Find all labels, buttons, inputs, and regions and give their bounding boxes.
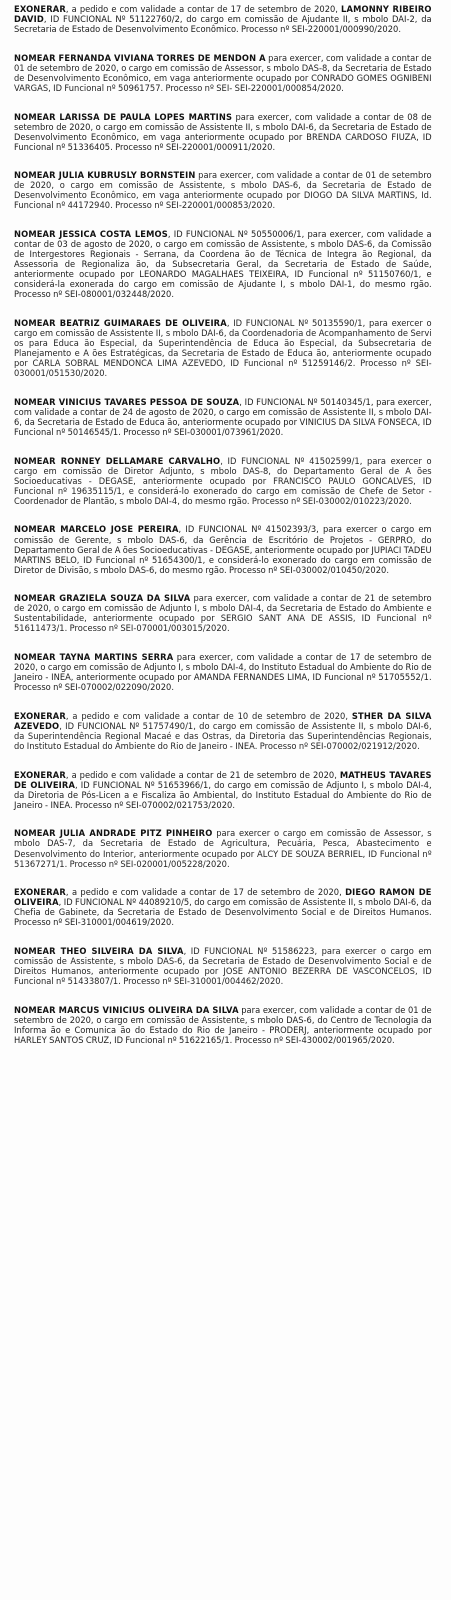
person-name: DIEGO RAMON DE OLIVEIRA — [14, 887, 432, 908]
act-lead: NOMEAR GRAZIELA SOUZA DA SILVA — [14, 593, 191, 604]
act-text: para exercer, com validade a contar de 01 de setembro de 2020, o cargo em comissão de Assistente, s mbolo DAS-6, da Secretaria de Estado de Desenvolvimento Econômico, em vaga anteriormente ocupado por DIOGO DA SILVA MARTINS, Id. Funcional nº 44172940. Processo nº SEI-220001/000853/2020. — [14, 170, 432, 211]
act-entry — [14, 946, 432, 986]
act-text: , ID FUNCIONAL Nº 51586223, para exercer o cargo em comissão de Assistente, s mbolo DAS-6, da Secretaria de Estado de Desenvolvimento Social e de Direitos Humanos, anteriormente ocupado por JOSE ANTONIO BEZERRA DE VASCONCELOS, ID Funcional nº 51433807/1. Processo nº SEI-310001/004462/2020. — [14, 946, 432, 987]
act-text: , a pedido e com validade a contar de 21 de setembro de 2020, — [65, 769, 340, 780]
act-text-continued: , ID FUNCIONAL Nº 51122760/2, do cargo em comissão de Ajudante II, s mbolo DAI-2, da Secretaria de Estado de Desenvolvimento Econômico. Processo nº SEI-220001/000990/2020. — [14, 14, 432, 35]
act-entry — [14, 456, 432, 506]
act-lead: NOMEAR JESSICA COSTA LEMOS — [14, 229, 168, 240]
act-entry — [14, 711, 432, 751]
person-name: MATHEUS TAVARES DE OLIVEIRA — [14, 769, 432, 790]
act-lead: NOMEAR THEO SILVEIRA DA SILVA — [14, 946, 184, 956]
act-text: para exercer o cargo em comissão de Assessor, s mbolo DAS-7, da Secretaria de Estado de Agricultura, Pecuária, Pesca, Abastecimento e Desenvolvimento do Interior, anteriormente ocupado por ALCY DE SOUZA BERRIEL, ID Funcional nº 51367271/1. Processo nº SEI-020001/005228/2020. — [14, 828, 432, 869]
act-entry — [14, 1005, 432, 1045]
act-entry — [14, 828, 432, 868]
act-text: para exercer, com validade a contar de 01 de setembro de 2020, o cargo em comissão de Assessor, s mbolo DAS-8, da Secretaria de Estado de Desenvolvimento Econômico, em vaga anteriormente ocupado por CONRADO GOMES OGNIBENI VARGAS, ID Funcional nº 50961757. Processo nº SEI- SEI-220001/000854/2020. — [14, 52, 432, 93]
act-lead: NOMEAR JULIA KUBRUSLY BORNSTEIN — [14, 170, 196, 181]
act-lead: EXONERAR — [14, 887, 66, 898]
act-text-continued: , ID FUNCIONAL Nº 44089210/5, do cargo em comissão de Assistente II, s mbolo DAI-6, da Chefia de Gabinete, da Secretaria de Estado de Desenvolvimento Social e de Direitos Humanos. Processo nº SEI-310001/004619/2020. — [14, 897, 432, 928]
act-entry — [14, 397, 432, 437]
act-text: para exercer, com validade a contar de 01 de setembro de 2020, o cargo em comissão de Assistente, s mbolo DAS-6, do Centro de Tecnologia da Informa ão e Comunica ão do Estado do Rio de Janeiro - PRODERJ, anteriormente ocupado por HARLEY SANTOS CRUZ, ID Funcional nº 51622165/1. Processo nº SEI-430002/001965/2020. — [14, 1004, 432, 1045]
act-entry — [14, 318, 432, 378]
act-entry — [14, 524, 432, 574]
act-lead: NOMEAR LARISSA DE PAULA LOPES MARTINS — [14, 111, 233, 122]
act-lead: NOMEAR BEATRIZ GUIMARAES DE OLIVEIRA — [14, 318, 227, 328]
act-text: , a pedido e com validade a contar de 17 de setembro de 2020, — [65, 4, 342, 14]
act-lead: NOMEAR RONNEY DELLAMARE CARVALHO — [14, 455, 221, 466]
act-lead: EXONERAR — [14, 4, 66, 14]
act-text: , ID FUNCIONAL Nº 50135590/1, para exercer o cargo em comissão de Assistente II, s mbolo DAI-6, da Coordenadoria de Acompanhamento de Servi os para Educa ão Especial, da Superintendência de Educa ão Especial, da Subsecretaria de Planejamento e A ões Estratégicas, da Secretaria de Estado de Educa ão, anteriormente ocupado por CARLA SOBRAL MENDONCA LIMA AZEVEDO, ID Funcional nº 51259146/2. Processo nº SEI-030001/051530/2020. — [14, 318, 432, 379]
act-text: , a pedido e com validade a contar de 17 de setembro de 2020, — [65, 887, 346, 898]
act-entry — [14, 170, 432, 210]
act-text-continued: , ID FUNCIONAL Nº 51757490/1, do cargo em comissão de Assistente II, s mbolo DAI-6, da Superintendência Regional Macaé e das Ostras, da Diretoria das Superintendências Regionais, do Instituto Estadual do Ambiente do Rio de Janeiro - INEA. Processo nº SEI-070002/021912/2020. — [14, 720, 432, 752]
act-text: para exercer, com validade a contar de 17 de setembro de 2020, o cargo em comissão de Adjunto I, s mbolo DAI-4, do Instituto Estadual do Ambiente do Rio de Janeiro - INEA, anteriormente ocupado por AMANDA FERNANDES LIMA, ID Funcional nº 51705552/1. Processo nº SEI-070002/022090/2020. — [14, 652, 432, 693]
act-lead: NOMEAR MARCELO JOSE PEREIRA — [14, 524, 179, 535]
act-entry — [14, 229, 432, 299]
act-lead: EXONERAR — [14, 710, 66, 721]
act-lead: NOMEAR JULIA ANDRADE PITZ PINHEIRO — [14, 828, 213, 839]
act-lead: NOMEAR FERNANDA VIVIANA TORRES DE MENDON A — [14, 52, 266, 63]
act-text-continued: , ID FUNCIONAL Nº 51653966/1, do cargo em comissão de Adjunto I, s mbolo DAI-4, da Diretoria de Pós-Licen a e Fiscaliza ão Ambiental, do Instituto Estadual do Ambiente do Rio de Janeiro - INEA. Processo nº SEI-070002/021753/2020. — [14, 779, 432, 810]
act-text: , ID FUNCIONAL Nº 41502393/3, para exercer o cargo em comissão de Gerente, s mbolo DAS-6, da Gerência de Escritório de Projetos - GERPRO, do Departamento Geral de A ões Socioeducativas - DEGASE, anteriormente ocupado por JUPIACI TADEU MARTINS BELO, ID Funcional nº 51654300/1, e considerá-lo exonerado do cargo em comissão de Diretor de Divisão, s mbolo DAS-6, do mesmo rgão. Processo nº SEI-030002/010450/2020. — [14, 524, 432, 575]
act-entry — [14, 887, 432, 927]
act-entry — [14, 652, 432, 692]
person-name: LAMONNY RIBEIRO DAVID — [14, 4, 432, 25]
act-text: , ID FUNCIONAL Nº 50140345/1, para exercer, com validade a contar de 24 de agosto de 2020, o cargo em comissão de Assistente II, s mbolo DAI-6, da Secretaria de Estado de Educa ão, anteriormente ocupado por VINICIUS DA SILVA FONSECA, ID Funcional nº 50146545/1. Processo nº SEI-030001/073961/2020. — [14, 396, 432, 438]
person-name: STHER DA SILVA AZEVEDO — [14, 710, 432, 731]
act-lead: NOMEAR VINICIUS TAVARES PESSOA DE SOUZA — [14, 396, 240, 407]
act-lead: NOMEAR MARCUS VINICIUS OLIVEIRA DA SILVA — [14, 1004, 239, 1015]
act-entry — [14, 593, 432, 633]
act-entry — [14, 770, 432, 810]
act-text: , ID FUNCIONAL Nº 50550006/1, para exercer, com validade a contar de 03 de agosto de 2020, o cargo em comissão de Assistente, s mbolo DAS-6, da Comissão de Intergestores Regionais - Serrana, da Coordena ão de Técnica de Integra ão Regional, da Assessoria de Regionaliza ão, da Subsecretaria Geral, da Secretaria de Estado de Saúde, anteriormente ocupado por LEONARDO MAGALHAES TEIXEIRA, ID Funcional nº 51150760/1, e considerá-la exonerada do cargo em comissão de Ajudante I, s mbolo DAI-1, do mesmo rgão. Processo nº SEI-080001/032448/2020. — [14, 229, 432, 300]
act-text: , a pedido e com validade a contar de 10 de setembro de 2020, — [65, 710, 352, 721]
act-entry — [14, 4, 432, 34]
act-entry — [14, 112, 432, 152]
act-text: para exercer, com validade a contar de 08 de setembro de 2020, o cargo em comissão de Assistente II, s mbolo DAI-6, da Secretaria de Estado de Desenvolvimento Econômico, em vaga anteriormente ocupado por BRENDA CARDOSO FIUZA, ID Funcional nº 51336405. Processo nº SEI-220001/000911/2020. — [14, 111, 432, 152]
act-entry — [14, 53, 432, 93]
act-lead: NOMEAR TAYNA MARTINS SERRA — [14, 652, 174, 663]
act-text: para exercer, com validade a contar de 21 de setembro de 2020, o cargo em comissão de Adjunto I, s mbolo DAI-4, da Secretaria de Estado do Ambiente e Sustentabilidade, anteriormente ocupado por SERGIO SANT ANA DE ASSIS, ID Funcional nº 51611473/1. Processo nº SEI-070001/003015/2020. — [14, 593, 432, 634]
act-text: , ID FUNCIONAL Nº 41502599/1, para exercer o cargo em comissão de Diretor Adjunto, s mbolo DAS-8, do Departamento Geral de A ões Socioeducativas - DEGASE, anteriormente ocupado por FRANCISCO PAULO GONCALVES, ID Funcional nº 19635115/1, e considerá-lo exonerado do cargo em comissão de Chefe de Setor - Coordenador de Plantão, s mbolo DAI-4, do mesmo rgão. Processo nº SEI-030002/010223/2020. — [14, 455, 432, 506]
appointments-list — [14, 4, 438, 1045]
act-lead: EXONERAR — [14, 769, 66, 780]
